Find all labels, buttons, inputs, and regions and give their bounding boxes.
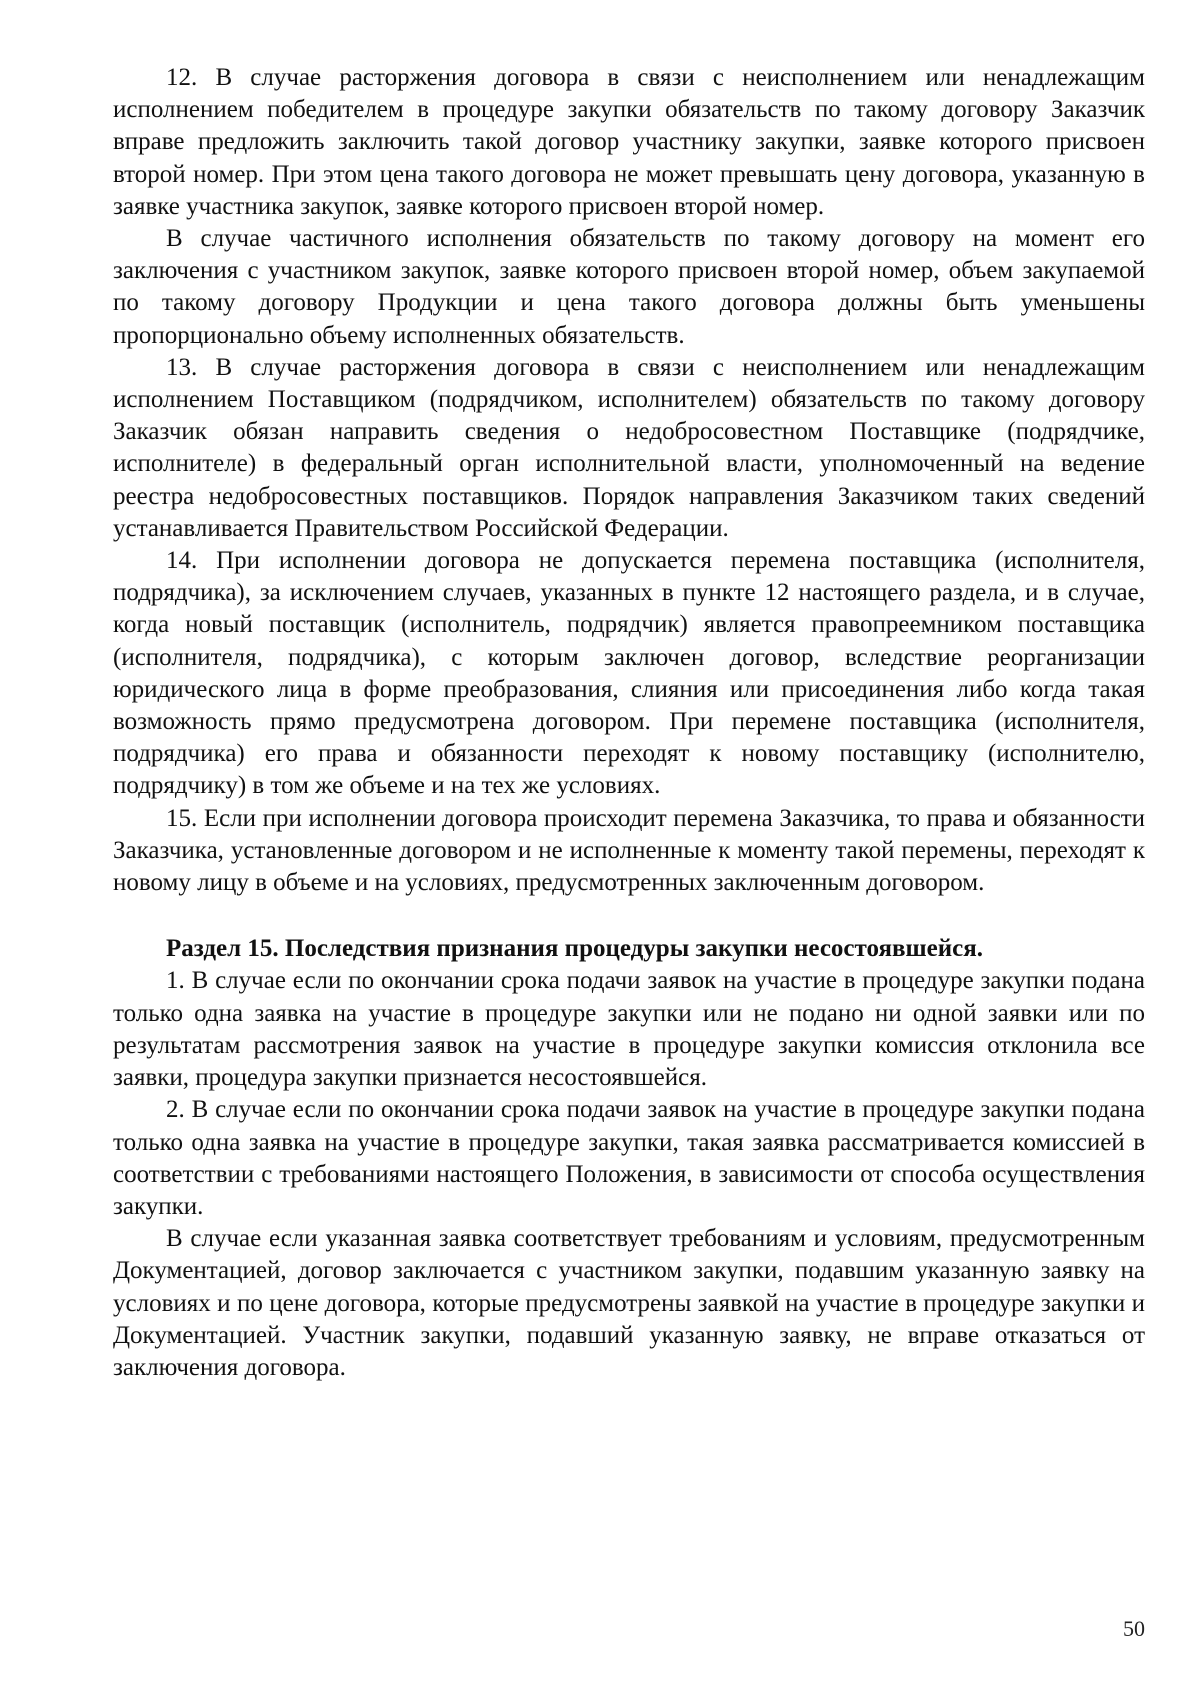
section-heading: Раздел 15. Последствия признания процедуры закупки несостоявшейся. xyxy=(166,935,984,963)
section-paragraph-1: 1. В случае если по окончании срока подачи заявок на участие в процедуре закупки подана только одна заявка на участие в процедуре закупки или не подано ни одной заявки или по результатам рассмотрения заявок на участие в процедуре закупки комиссия отклонила все заявки, процедура закупки признается несостоявшейся. xyxy=(113,967,1145,1092)
paragraph-14: 14. При исполнении договора не допускается перемена поставщика (исполнителя, подрядчика), за исключением случаев, указанных в пункте 12 настоящего раздела, и в случае, когда новый поставщик (исполнитель, подрядчик) является правопреемником поставщика (исполнителя, подрядчика), с которым заключен договор, вследствие реорганизации юридического лица в форме преобразования, слияния или присоединения либо когда такая возможность прямо предусмотрена договором. При перемене поставщика (исполнителя, подрядчика) его права и обязанности переходят к новому поставщику (исполнителю, подрядчику) в том же объеме и на тех же условиях. xyxy=(113,547,1145,800)
section-paragraph-2: 2. В случае если по окончании срока подачи заявок на участие в процедуре закупки подана только одна заявка на участие в процедуре закупки, такая заявка рассматривается комиссией в соответствии с требованиями настоящего Положения, в зависимости от способа осуществления закупки. xyxy=(113,1096,1145,1220)
paragraph-13: 13. В случае расторжения договора в связи с неисполнением или ненадлежащим исполнением Поставщиком (подрядчиком, исполнителем) обязательств по такому договору Заказчик обязан направить сведения о недобросовестном Поставщике (подрядчике, исполнителе) в федеральный орган исполнительной власти, уполномоченный на ведение реестра недобросовестных поставщиков. Порядок направления Заказчиком таких сведений устанавливается Правительством Российской Федерации. xyxy=(113,353,1145,542)
paragraph-partial-execution: В случае частичного исполнения обязательств по такому договору на момент его заключения с участником закупок, заявке которого присвоен второй номер, объем закупаемой по такому договору Продукции и цена такого договора должны быть уменьшены пропорционально объему исполненных обязательств. xyxy=(113,225,1145,349)
paragraph-12: 12. В случае расторжения договора в связи с неисполнением или ненадлежащим исполнением победителем в процедуре закупки обязательств по такому договору Заказчик вправе предложить заключить такой договор участнику закупки, заявке которого присвоен второй номер. При этом цена такого договора не может превышать цену договора, указанную в заявке участника закупок, заявке которого присвоен второй номер. xyxy=(113,64,1145,220)
page-number: 50 xyxy=(1123,1616,1145,1641)
section-paragraph-conditions: В случае если указанная заявка соответствует требованиям и условиям, предусмотренным Документацией, договор заключается с участником закупки, подавшим указанную заявку на условиях и по цене договора, которые предусмотрены заявкой на участие в процедуре закупки и Документацией. Участник закупки, подавший указанную заявку, не вправе отказаться от заключения договора. xyxy=(113,1225,1145,1381)
paragraph-15: 15. Если при исполнении договора происходит перемена Заказчика, то права и обязанности Заказчика, установленные договором и не исполненные к моменту такой перемены, переходят к новому лицу в объеме и на условиях, предусмотренных заключенным договором. xyxy=(113,804,1145,897)
document-page xyxy=(113,62,1145,1384)
